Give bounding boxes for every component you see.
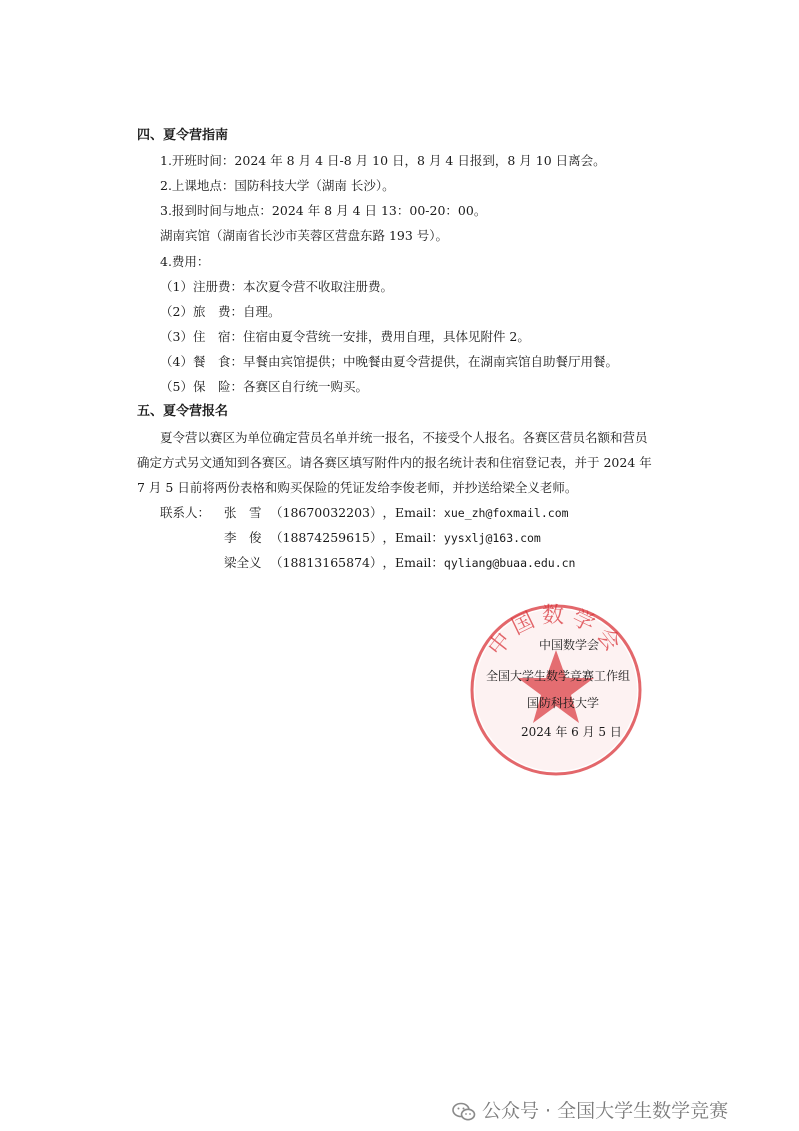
section4-item-1: 1.开班时间：2024 年 8 月 4 日-8 月 10 日，8 月 4 日报到，8 月 10 日离会。: [160, 153, 606, 168]
contact-row: [224, 530, 541, 546]
section5-heading: 五、夏令营报名: [137, 404, 229, 419]
official-seal-icon: [466, 600, 646, 780]
contact-email: yysxlj@163.com: [443, 531, 541, 545]
contact-name: 梁全义: [224, 555, 262, 570]
section4-item-10: （5）保 险：各赛区自行统一购买。: [160, 379, 368, 394]
footer-text: 公众号 · 全国大学生数学竞赛: [482, 1100, 729, 1122]
contact-phone: （18813165874）: [270, 555, 383, 570]
contact-email-label: ，Email：: [382, 505, 444, 520]
contact-email: qyliang@buaa.edu.cn: [443, 556, 576, 570]
section5-para-line-1: 夏令营以赛区为单位确定营员名单并统一报名，不接受个人报名。各赛区营员名额和营员: [160, 430, 648, 445]
contact-row: [224, 505, 569, 521]
signature-org-3: 国防科技大学: [527, 696, 600, 710]
contact-email-label: ，Email：: [382, 555, 444, 570]
contact-phone: （18874259615）: [270, 530, 383, 545]
section4-item-5: 4.费用：: [160, 254, 210, 269]
wechat-footer: [452, 1096, 728, 1123]
contact-email: xue_zh@foxmail.com: [443, 506, 569, 520]
contact-name: 张 雪: [224, 505, 262, 520]
section4-item-6: （1）注册费：本次夏令营不收取注册费。: [160, 279, 393, 294]
section4-item-4: 湖南宾馆（湖南省长沙市芙蓉区营盘东路 193 号）。: [160, 228, 449, 243]
contact-name: 李 俊: [224, 530, 262, 545]
section5-para-line-2: 确定方式另文通知到各赛区。请各赛区填写附件内的报名统计表和住宿登记表，并于 2024 年: [137, 455, 652, 470]
section4-item-2: 2.上课地点：国防科技大学（湖南 长沙）。: [160, 178, 395, 193]
signature-date: 2024 年 6 月 5 日: [521, 725, 622, 739]
wechat-icon: [452, 1102, 476, 1122]
section5-para-line-3: 7 月 5 日前将两份表格和购买保险的凭证发给李俊老师，并抄送给梁全义老师。: [137, 480, 578, 495]
contact-row: [224, 555, 575, 571]
section4-item-9: （4）餐 食：早餐由宾馆提供；中晚餐由夏令营提供，在湖南宾馆自助餐厅用餐。: [160, 354, 618, 369]
seal-arc-text: 中国数学会: [483, 603, 629, 661]
contact-email-label: ，Email：: [382, 530, 444, 545]
contact-phone: （18670032203）: [270, 505, 383, 520]
section4-item-8: （3）住 宿：住宿由夏令营统一安排，费用自理，具体见附件 2。: [160, 329, 530, 344]
contact-label: 联系人：: [160, 505, 211, 520]
section4-item-3: 3.报到时间与地点：2024 年 8 月 4 日 13：00-20：00。: [160, 203, 487, 218]
section4-item-7: （2）旅 费：自理。: [160, 304, 281, 319]
signature-org-2: 全国大学生数学竞赛工作组: [486, 669, 631, 683]
signature-org-1: 中国数学会: [539, 638, 600, 652]
section4-heading: 四、夏令营指南: [137, 128, 229, 143]
